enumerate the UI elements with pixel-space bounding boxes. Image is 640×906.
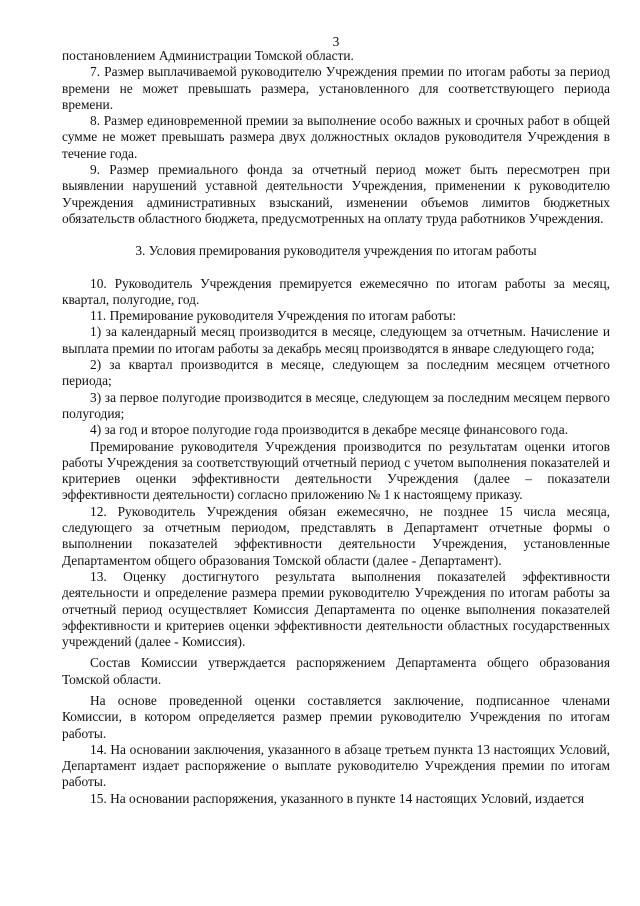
page-number: 3	[332, 34, 340, 49]
paragraph-11-item-2: 2) за квартал производится в месяце, следующем за последним месяцем отчетного периода;	[62, 357, 610, 389]
document-body	[62, 48, 610, 807]
paragraph-12: 12. Руководитель Учреждения обязан ежемесячно, не позднее 15 числа месяца, следующего за отчетным периодом, представлять в Департамент отчетные формы о выполнении показателей эффективности деятельности Учреждения, установленные Департаментом общего образования Томской области (далее - Департамент).	[62, 503, 610, 568]
paragraph-9: 9. Размер премиального фонда за отчетный период может быть пересмотрен при выявлении нарушений уставной деятельности Учреждения, применении к руководителю Учреждения административных взысканий, изменении объемов лимитов бюджетных обязательств областного бюджета, предусмотренных на оплату труда работников Учреждения.	[62, 162, 610, 226]
paragraph-11-item-4: 4) за год и второе полугодие года производится в декабре месяце финансового года.	[90, 422, 569, 438]
paragraph-11: 11. Премирование руководителя Учреждения по итогам работы:	[90, 308, 457, 324]
paragraph-15: 15. На основании распоряжения, указанного в пункте 14 настоящих Условий, издается	[90, 790, 585, 806]
paragraph-13-commission: Состав Комиссии утверждается распоряжением Департамента общего образования Томской области.	[62, 655, 610, 687]
paragraph-13-conclusion: На основе проведенной оценки составляется заключение, подписанное членами Комиссии, в котором определяется размер премии руководителю Учреждения по итогам работы.	[62, 692, 610, 741]
paragraph-11-item-3: 3) за первое полугодие производится в месяце, следующем за последним месяцем первого полугодия;	[62, 389, 610, 421]
paragraph-8: 8. Размер единовременной премии за выполнение особо важных и срочных работ в общей сумме не может превышать размера двух должностных окладов руководителя Учреждения в течение года.	[62, 113, 610, 161]
paragraph-13: 13. Оценку достигнутого результата выполнения показателей эффективности деятельности и определение размера премии руководителю Учреждения по итогам работы за отчетный период осуществляет Комиссия Департамента по оценке выполнения показателей эффективности и критериев оценки эффективности деятельности областных государственных учреждений (далее - Комиссия).	[62, 568, 610, 650]
paragraph-11-criteria: Премирование руководителя Учреждения производится по результатам оценки итогов работы Учреждения за соответствующий отчетный период с учетом выполнения показателей и критериев оценки эффективности деятельности Учреждения (далее – показатели эффективности деятельности) согласно приложению № 1 к настоящему приказу.	[62, 438, 610, 503]
section-heading: 3. Условия премирования руководителя учреждения по итогам работы	[135, 243, 537, 259]
paragraph-continuation: постановлением Администрации Томской области.	[62, 48, 354, 63]
paragraph-11-item-1: 1) за календарный месяц производится в месяце, следующем за отчетным. Начисление и выплата премии по итогам работы за декабрь месяц производятся в январе следующего года;	[62, 324, 610, 356]
paragraph-10: 10. Руководитель Учреждения премируется ежемесячно по итогам работы за месяц, квартал, полугодие, год.	[62, 275, 610, 307]
paragraph-7: 7. Размер выплачиваемой руководителю Учреждения премии по итогам работы за период времени не может превышать размера, установленного для соответствующего периода времени.	[62, 64, 610, 112]
paragraph-14: 14. На основании заключения, указанного в абзаце третьем пункта 13 настоящих Условий, Департамент издает распоряжение о выплате руководителю Учреждения премии по итогам работы.	[62, 741, 610, 790]
